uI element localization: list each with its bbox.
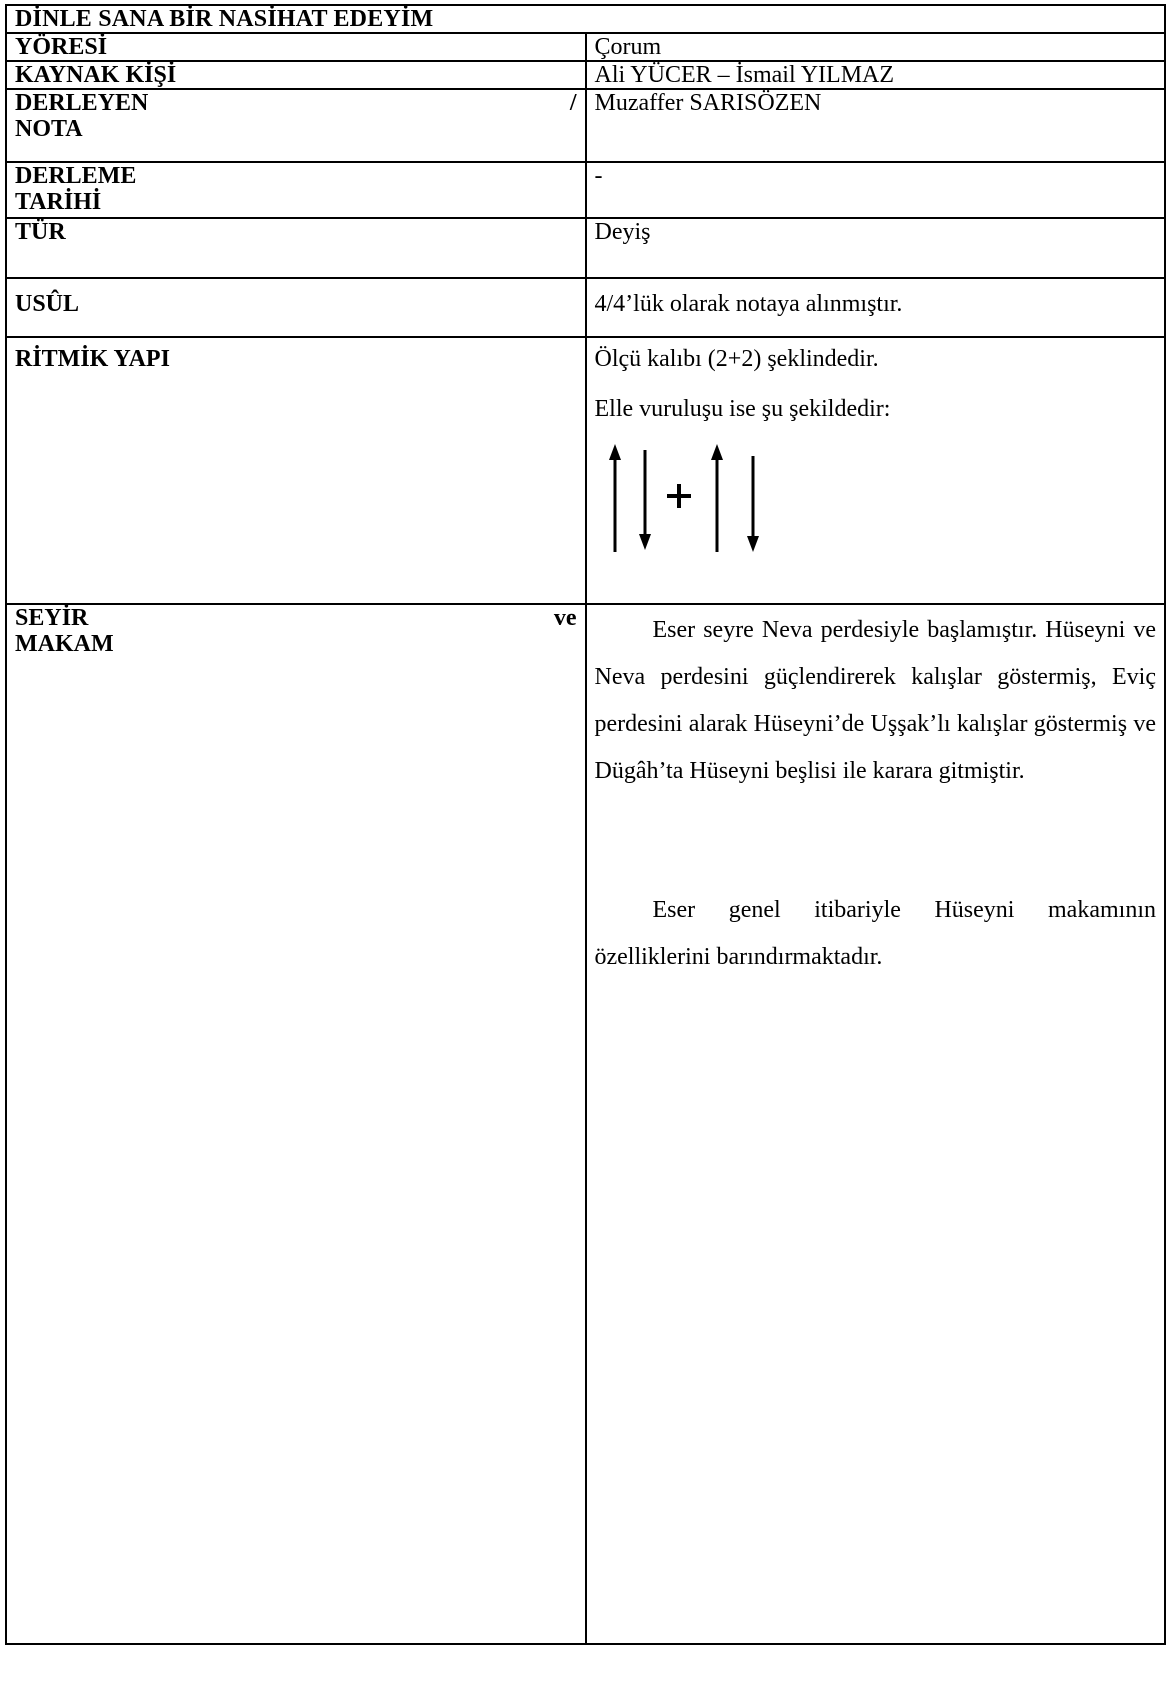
ritmik-line2: Elle vuruluşu ise şu şekildedir: xyxy=(594,396,891,422)
derleyen-label-line1 xyxy=(15,90,577,116)
tarih-label-line1: DERLEME xyxy=(15,163,137,189)
usul-row xyxy=(6,278,1165,337)
hand-pattern xyxy=(595,442,1157,552)
seyir-row xyxy=(6,604,1165,1644)
yore-row xyxy=(6,33,1165,61)
kaynak-value: Ali YÜCER – İsmail YILMAZ xyxy=(586,61,1166,89)
tur-value: Deyiş xyxy=(586,218,1166,278)
tur-label: TÜR xyxy=(6,218,586,278)
seyir-label-line1 xyxy=(15,605,577,631)
seyir-label-left: SEYİR xyxy=(15,605,89,631)
derleyen-row xyxy=(6,89,1165,162)
seyir-label-ve: ve xyxy=(553,605,577,631)
yore-label: YÖRESİ xyxy=(6,33,586,61)
info-table xyxy=(5,4,1166,1645)
tarih-label xyxy=(6,162,586,218)
usul-value: 4/4’lük olarak notaya alınmıştır. xyxy=(586,278,1166,337)
tarih-row xyxy=(6,162,1165,218)
seyir-label xyxy=(6,604,586,1644)
seyir-paragraph-2: Eser genel itibariyle Hüseyni makamının özelliklerini barındırmaktadır. xyxy=(594,897,1156,970)
derleyen-label-slash: / xyxy=(569,90,577,116)
derleyen-label xyxy=(6,89,586,162)
kaynak-label: KAYNAK KİŞİ xyxy=(6,61,586,89)
arrow-up-icon xyxy=(609,444,621,552)
derleyen-value: Muzaffer SARISÖZEN xyxy=(586,89,1166,162)
arrow-up-icon xyxy=(711,444,723,552)
paragraph-gap xyxy=(595,795,1157,885)
plus-icon xyxy=(667,484,691,508)
derleyen-label-left: DERLEYEN xyxy=(15,90,149,116)
arrow-down-icon xyxy=(639,450,651,550)
seyir-label-line2: MAKAM xyxy=(15,631,114,657)
title-row xyxy=(6,5,1165,33)
ritmik-value xyxy=(586,337,1166,604)
usul-label: USÛL xyxy=(6,278,586,337)
ritmik-label: RİTMİK YAPI xyxy=(6,337,586,604)
derleyen-label-line2: NOTA xyxy=(15,116,83,142)
tarih-label-line2: TARİHİ xyxy=(15,189,102,215)
tur-row xyxy=(6,218,1165,278)
song-title: DİNLE SANA BİR NASİHAT EDEYİM xyxy=(6,5,1165,33)
ritmik-row xyxy=(6,337,1165,604)
kaynak-row xyxy=(6,61,1165,89)
arrow-down-icon xyxy=(747,456,759,552)
yore-value: Çorum xyxy=(586,33,1166,61)
ritmik-line1: Ölçü kalıbı (2+2) şeklindedir. xyxy=(594,346,879,372)
tarih-value: - xyxy=(586,162,1166,218)
seyir-value xyxy=(586,604,1166,1644)
seyir-paragraph-1: Eser seyre Neva perdesiyle başlamıştır. Hüseyni ve Neva perdesini güçlendirerek kalışlar göstermiş, Eviç perdesini alarak Hüseyni’de Uşşak’lı kalışlar göstermiş ve Dügâh’ta Hüseyni beşlisi ile karara gitmiştir. xyxy=(594,617,1156,784)
hand-pattern-graphic xyxy=(595,442,775,552)
